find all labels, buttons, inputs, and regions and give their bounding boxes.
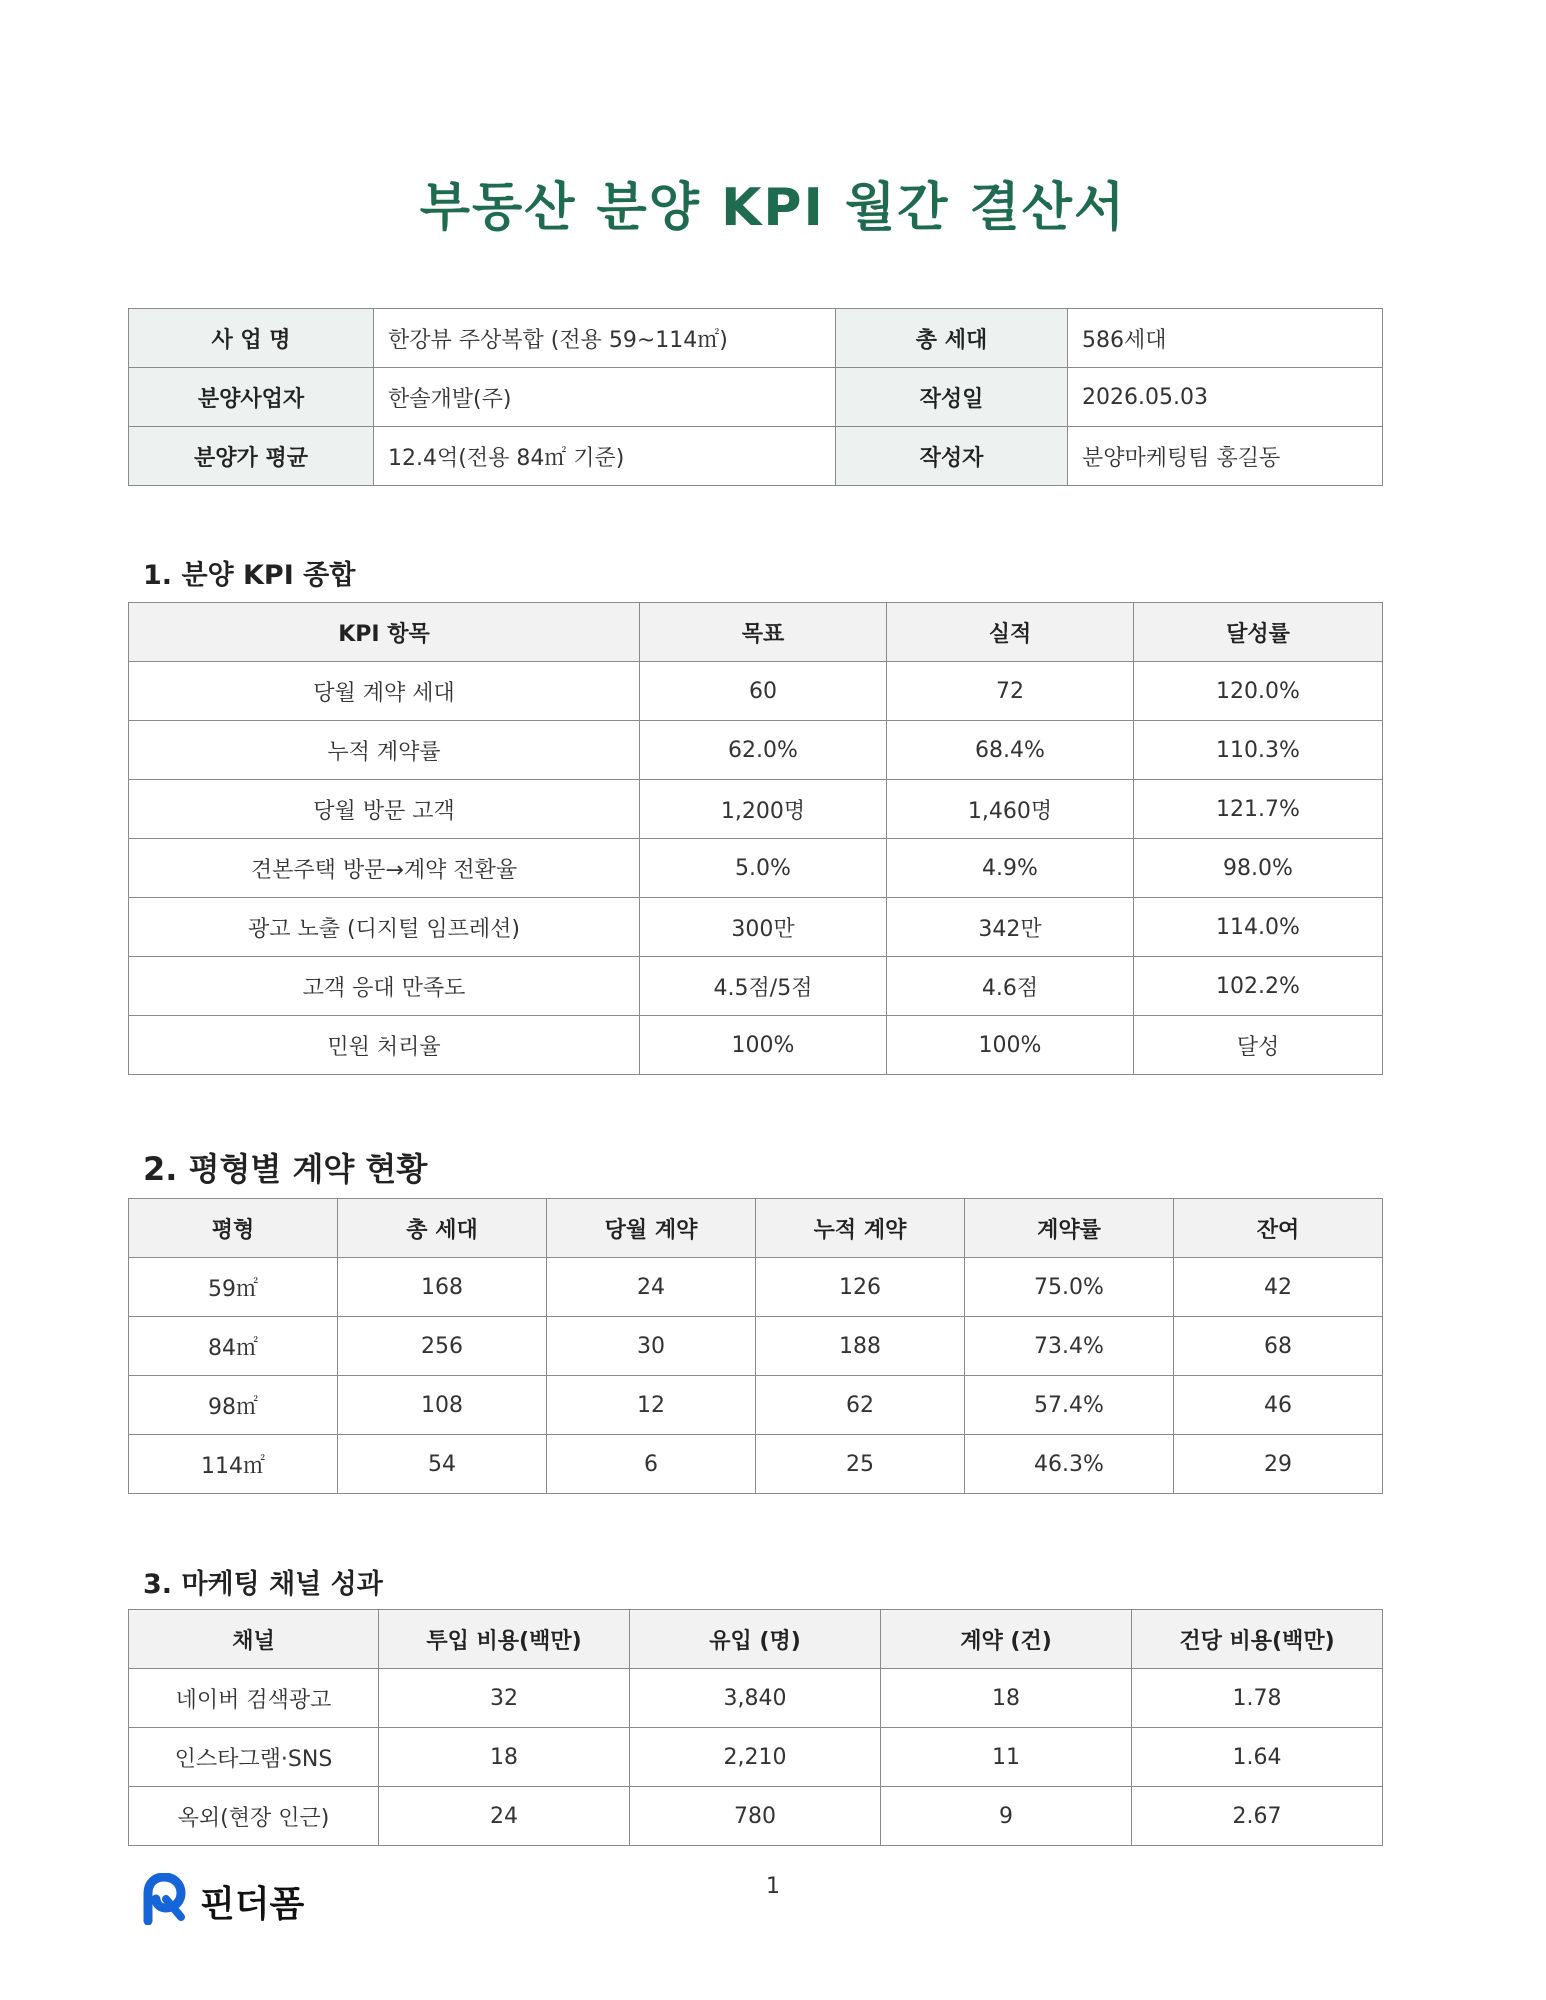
table-cell: 98.0% [1134,839,1383,898]
column-header: 실적 [887,603,1134,662]
table-row [129,1435,1383,1494]
table-cell: 1.64 [1132,1728,1383,1787]
table-row [129,1016,1383,1075]
table-row [129,1787,1383,1846]
table-row [129,1669,1383,1728]
table-cell: 114.0% [1134,898,1383,957]
table-cell: 3,840 [630,1669,881,1728]
column-header: 목표 [640,603,887,662]
table-cell: 168 [338,1258,547,1317]
table-cell: 121.7% [1134,780,1383,839]
marketing-channel-table [128,1609,1383,1846]
table-row [129,1728,1383,1787]
table-row [129,780,1383,839]
table-row [129,957,1383,1016]
table-cell: 57.4% [965,1376,1174,1435]
info-value: 2026.05.03 [1068,368,1383,427]
column-header: 달성률 [1134,603,1383,662]
info-label: 사 업 명 [129,309,374,368]
table-cell: 고객 응대 만족도 [129,957,640,1016]
section-title-area: 2. 평형별 계약 현황 [143,1150,428,1188]
info-label: 작성자 [836,427,1068,486]
table-cell: 110.3% [1134,721,1383,780]
table-cell: 당월 방문 고객 [129,780,640,839]
table-cell: 1.78 [1132,1669,1383,1728]
column-header: 유입 (명) [630,1610,881,1669]
table-cell: 46 [1174,1376,1383,1435]
table-row [129,1317,1383,1376]
table-cell: 2.67 [1132,1787,1383,1846]
column-header: 투입 비용(백만) [379,1610,630,1669]
table-cell: 18 [881,1669,1132,1728]
info-row [129,309,1383,368]
info-label: 분양사업자 [129,368,374,427]
page-title: 부동산 분양 KPI 월간 결산서 [419,178,1127,238]
column-header: 계약 (건) [881,1610,1132,1669]
table-cell: 4.9% [887,839,1134,898]
info-label: 작성일 [836,368,1068,427]
column-header: 건당 비용(백만) [1132,1610,1383,1669]
table-cell: 누적 계약률 [129,721,640,780]
table-cell: 네이버 검색광고 [129,1669,379,1728]
info-value: 12.4억(전용 84㎡ 기준) [374,427,836,486]
table-cell: 62 [756,1376,965,1435]
table-cell: 민원 처리율 [129,1016,640,1075]
table-cell: 60 [640,662,887,721]
info-label: 총 세대 [836,309,1068,368]
area-contract-table [128,1198,1383,1494]
table-cell: 42 [1174,1258,1383,1317]
table-cell: 300만 [640,898,887,957]
table-cell: 780 [630,1787,881,1846]
column-header: 채널 [129,1610,379,1669]
table-cell: 100% [887,1016,1134,1075]
table-cell: 188 [756,1317,965,1376]
table-cell: 29 [1174,1435,1383,1494]
column-header: 총 세대 [338,1199,547,1258]
column-header: KPI 항목 [129,603,640,662]
table-cell: 102.2% [1134,957,1383,1016]
table-cell: 4.5점/5점 [640,957,887,1016]
table-cell: 4.6점 [887,957,1134,1016]
table-cell: 32 [379,1669,630,1728]
table-cell: 98㎡ [129,1376,338,1435]
table-cell: 옥외(현장 인근) [129,1787,379,1846]
table-cell: 46.3% [965,1435,1174,1494]
table-cell: 인스타그램·SNS [129,1728,379,1787]
table-cell: 1,460명 [887,780,1134,839]
info-value: 분양마케팅팀 홍길동 [1068,427,1383,486]
table-cell: 120.0% [1134,662,1383,721]
column-header: 계약률 [965,1199,1174,1258]
table-cell: 68.4% [887,721,1134,780]
table-cell: 9 [881,1787,1132,1846]
column-header: 평형 [129,1199,338,1258]
section-title-marketing: 3. 마케팅 채널 성과 [143,1569,383,1600]
table-cell: 84㎡ [129,1317,338,1376]
info-value: 한강뷰 주상복합 (전용 59~114㎡) [374,309,836,368]
project-info-table [128,308,1383,486]
table-cell: 68 [1174,1317,1383,1376]
table-header-row [129,1199,1383,1258]
column-header: 잔여 [1174,1199,1383,1258]
info-value: 586세대 [1068,309,1383,368]
table-cell: 256 [338,1317,547,1376]
table-row [129,1376,1383,1435]
info-label: 분양가 평균 [129,427,374,486]
table-cell: 108 [338,1376,547,1435]
table-row [129,898,1383,957]
kpi-summary-table [128,602,1383,1075]
table-header-row [129,1610,1383,1669]
table-cell: 6 [547,1435,756,1494]
table-cell: 12 [547,1376,756,1435]
table-cell: 25 [756,1435,965,1494]
table-cell: 72 [887,662,1134,721]
table-cell: 100% [640,1016,887,1075]
section-title-kpi: 1. 분양 KPI 종합 [143,560,356,591]
table-cell: 114㎡ [129,1435,338,1494]
table-row [129,721,1383,780]
table-cell: 54 [338,1435,547,1494]
table-header-row [129,603,1383,662]
table-cell: 2,210 [630,1728,881,1787]
table-cell: 18 [379,1728,630,1787]
table-cell: 24 [379,1787,630,1846]
table-cell: 견본주택 방문→계약 전환율 [129,839,640,898]
table-cell: 59㎡ [129,1258,338,1317]
table-cell: 62.0% [640,721,887,780]
info-value: 한솔개발(주) [374,368,836,427]
info-row [129,427,1383,486]
info-row [129,368,1383,427]
table-cell: 달성 [1134,1016,1383,1075]
table-cell: 당월 계약 세대 [129,662,640,721]
brand-logo-text: 핀더폼 [200,1883,305,1925]
table-cell: 11 [881,1728,1132,1787]
table-row [129,1258,1383,1317]
table-cell: 광고 노출 (디지털 임프레션) [129,898,640,957]
table-cell: 24 [547,1258,756,1317]
page-number: 1 [766,1874,780,1899]
column-header: 당월 계약 [547,1199,756,1258]
table-cell: 5.0% [640,839,887,898]
table-cell: 126 [756,1258,965,1317]
table-row [129,839,1383,898]
table-cell: 75.0% [965,1258,1174,1317]
table-cell: 1,200명 [640,780,887,839]
table-cell: 30 [547,1317,756,1376]
table-row [129,662,1383,721]
column-header: 누적 계약 [756,1199,965,1258]
table-cell: 73.4% [965,1317,1174,1376]
table-cell: 342만 [887,898,1134,957]
